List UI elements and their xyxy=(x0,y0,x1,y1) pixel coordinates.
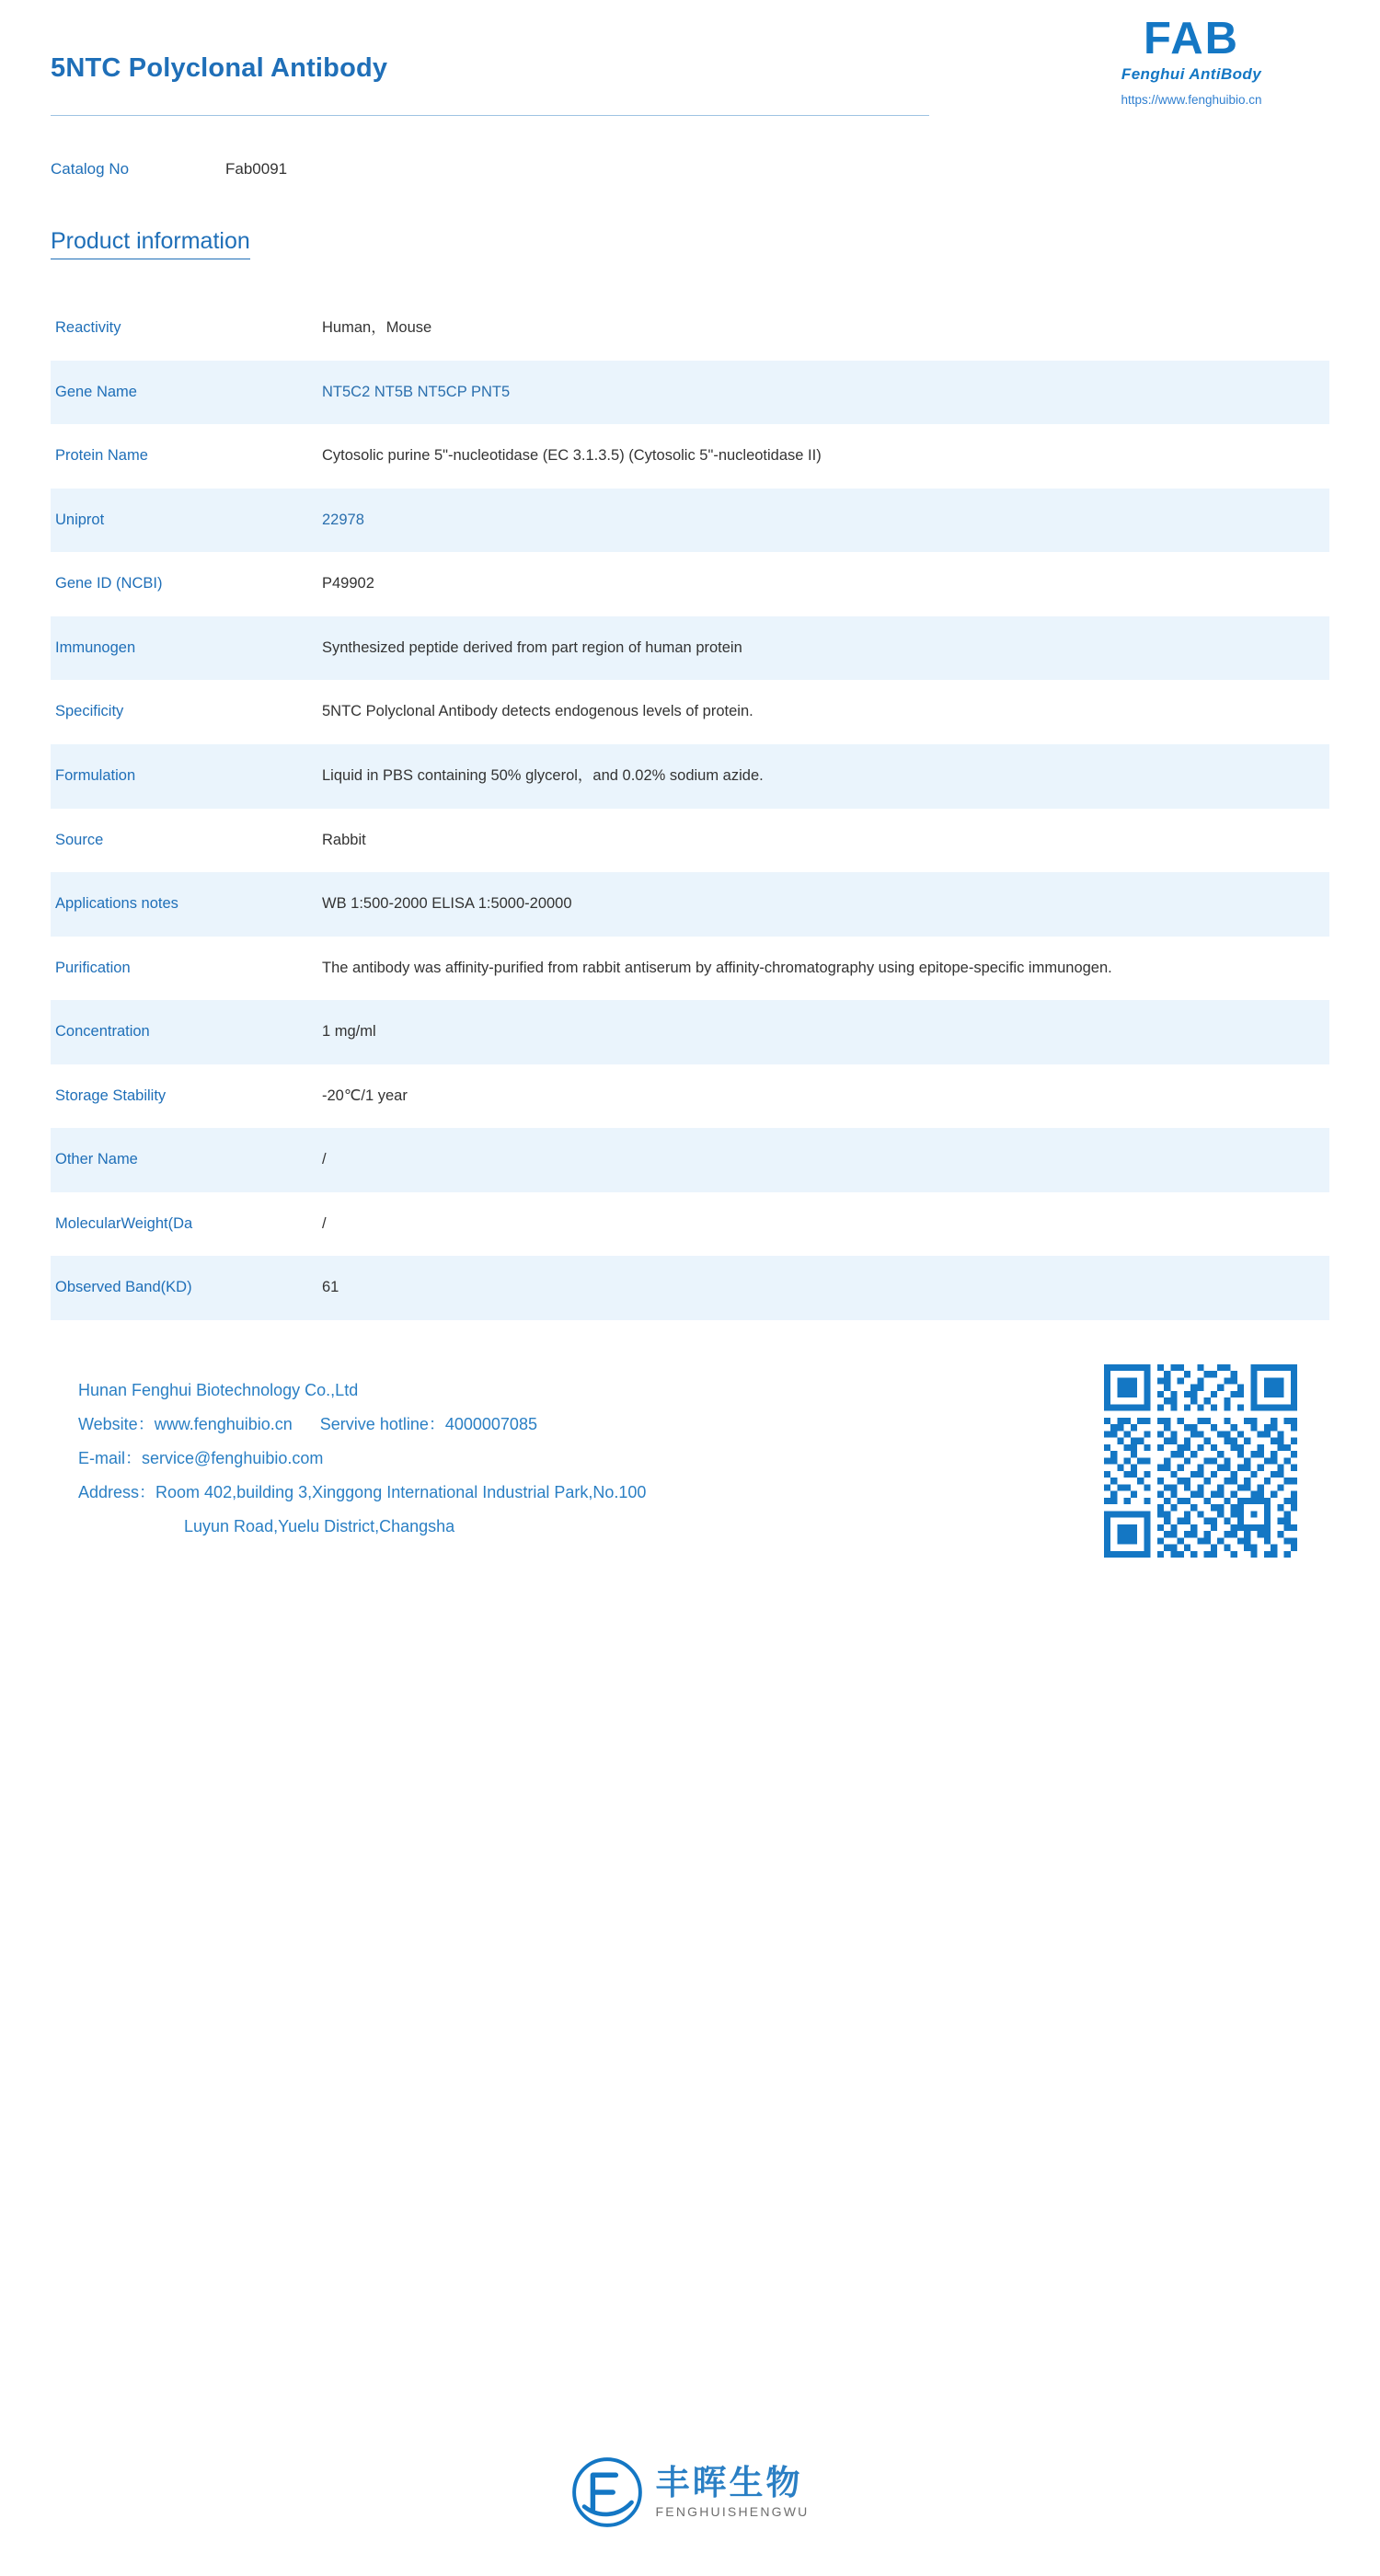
section-heading xyxy=(51,228,1329,272)
table-row xyxy=(51,809,1329,873)
section-heading-text: Product information xyxy=(51,228,250,259)
fenghui-logo-icon xyxy=(571,2456,643,2528)
title-divider xyxy=(51,115,929,116)
logo-subtitle: Fenghui AntiBody xyxy=(1121,65,1262,83)
row-key: Protein Name xyxy=(55,447,148,465)
row-value: NT5C2 NT5B NT5CP PNT5 xyxy=(322,361,1329,425)
table-row xyxy=(51,296,1329,361)
row-key: Gene Name xyxy=(51,361,322,425)
footer-website: Website：www.fenghuibio.cn Servive hotline：4000007085 xyxy=(78,1414,537,1433)
row-key: Immunogen xyxy=(51,616,322,681)
row-key: Gene ID (NCBI) xyxy=(55,575,163,592)
row-value: / xyxy=(322,1128,1329,1192)
row-key: Concentration xyxy=(51,1000,322,1064)
row-key: Purification xyxy=(55,959,131,976)
table-row xyxy=(51,552,1329,616)
brand-footer xyxy=(0,2456,1380,2528)
table-row xyxy=(51,361,1329,425)
footer-address-line-2: Luyun Road,Yuelu District,Changsha xyxy=(184,1516,455,1535)
row-key: Formulation xyxy=(51,744,322,809)
row-value: 22978 xyxy=(322,489,1329,553)
row-value: Human，Mouse xyxy=(322,319,432,336)
row-key: Source xyxy=(55,831,104,848)
row-key: MolecularWeight(Da xyxy=(55,1214,193,1232)
row-key: Reactivity xyxy=(55,319,121,336)
row-key: Applications notes xyxy=(51,872,322,937)
catalog-label: Catalog No xyxy=(51,160,130,178)
row-value: WB 1:500-2000 ELISA 1:5000-20000 xyxy=(322,872,1329,937)
table-row xyxy=(51,1256,1329,1320)
qr-code xyxy=(1104,1364,1297,1558)
table-body xyxy=(51,296,1329,1320)
table-row xyxy=(51,1000,1329,1064)
footer-contact-block xyxy=(78,1374,646,1543)
document-header xyxy=(51,0,1329,147)
row-value: Rabbit xyxy=(322,831,366,848)
catalog-row xyxy=(51,147,1329,199)
table-row xyxy=(51,1064,1329,1129)
table-row xyxy=(51,872,1329,937)
company-logo xyxy=(1053,14,1329,107)
row-value: 5NTC Polyclonal Antibody detects endogenous levels of protein. xyxy=(322,703,753,720)
footer-email: E-mail：service@fenghuibio.com xyxy=(78,1448,324,1467)
logo-fab-text: FAB xyxy=(1144,14,1239,63)
product-information-table xyxy=(51,296,1329,1320)
row-value: Liquid in PBS containing 50% glycerol，and 0.02% sodium azide. xyxy=(322,744,1329,809)
table-row xyxy=(51,744,1329,809)
document-footer xyxy=(51,1348,1329,1651)
table-row xyxy=(51,937,1329,1001)
table-row xyxy=(51,1128,1329,1192)
table-row xyxy=(51,680,1329,744)
footer-company: Hunan Fenghui Biotechnology Co.,Ltd xyxy=(78,1381,359,1399)
row-value: -20℃/1 year xyxy=(322,1087,408,1104)
brand-text-block xyxy=(655,2463,810,2520)
row-key: Specificity xyxy=(55,703,124,720)
row-value: / xyxy=(322,1214,327,1232)
row-key: Observed Band(KD) xyxy=(51,1256,322,1320)
row-value: 61 xyxy=(322,1256,1329,1320)
row-value: Synthesized peptide derived from part region of human protein xyxy=(322,616,1329,681)
table-row xyxy=(51,616,1329,681)
row-key: Other Name xyxy=(51,1128,322,1192)
row-value: 1 mg/ml xyxy=(322,1000,1329,1064)
table-row xyxy=(51,424,1329,489)
row-value: P49902 xyxy=(322,575,374,592)
table-row xyxy=(51,489,1329,553)
catalog-value: Fab0091 xyxy=(225,160,288,178)
table-row xyxy=(51,1192,1329,1257)
footer-address-line-1: Address：Room 402,building 3,Xinggong International Industrial Park,No.100 xyxy=(78,1482,647,1501)
row-value: The antibody was affinity-purified from rabbit antiserum by affinity-chromatography using epitope-specific immunogen. xyxy=(322,959,1112,976)
page-title: 5NTC Polyclonal Antibody xyxy=(51,53,388,83)
row-key: Uniprot xyxy=(51,489,322,553)
logo-website-url: https://www.fenghuibio.cn xyxy=(1121,93,1262,107)
brand-name-en: FENGHUISHENGWU xyxy=(655,2504,810,2520)
row-value: Cytosolic purine 5"-nucleotidase (EC 3.1.3.5) (Cytosolic 5"-nucleotidase II) xyxy=(322,447,822,465)
brand-name-cn: 丰晖生物 xyxy=(655,2463,803,2501)
row-key: Storage Stability xyxy=(55,1087,167,1104)
